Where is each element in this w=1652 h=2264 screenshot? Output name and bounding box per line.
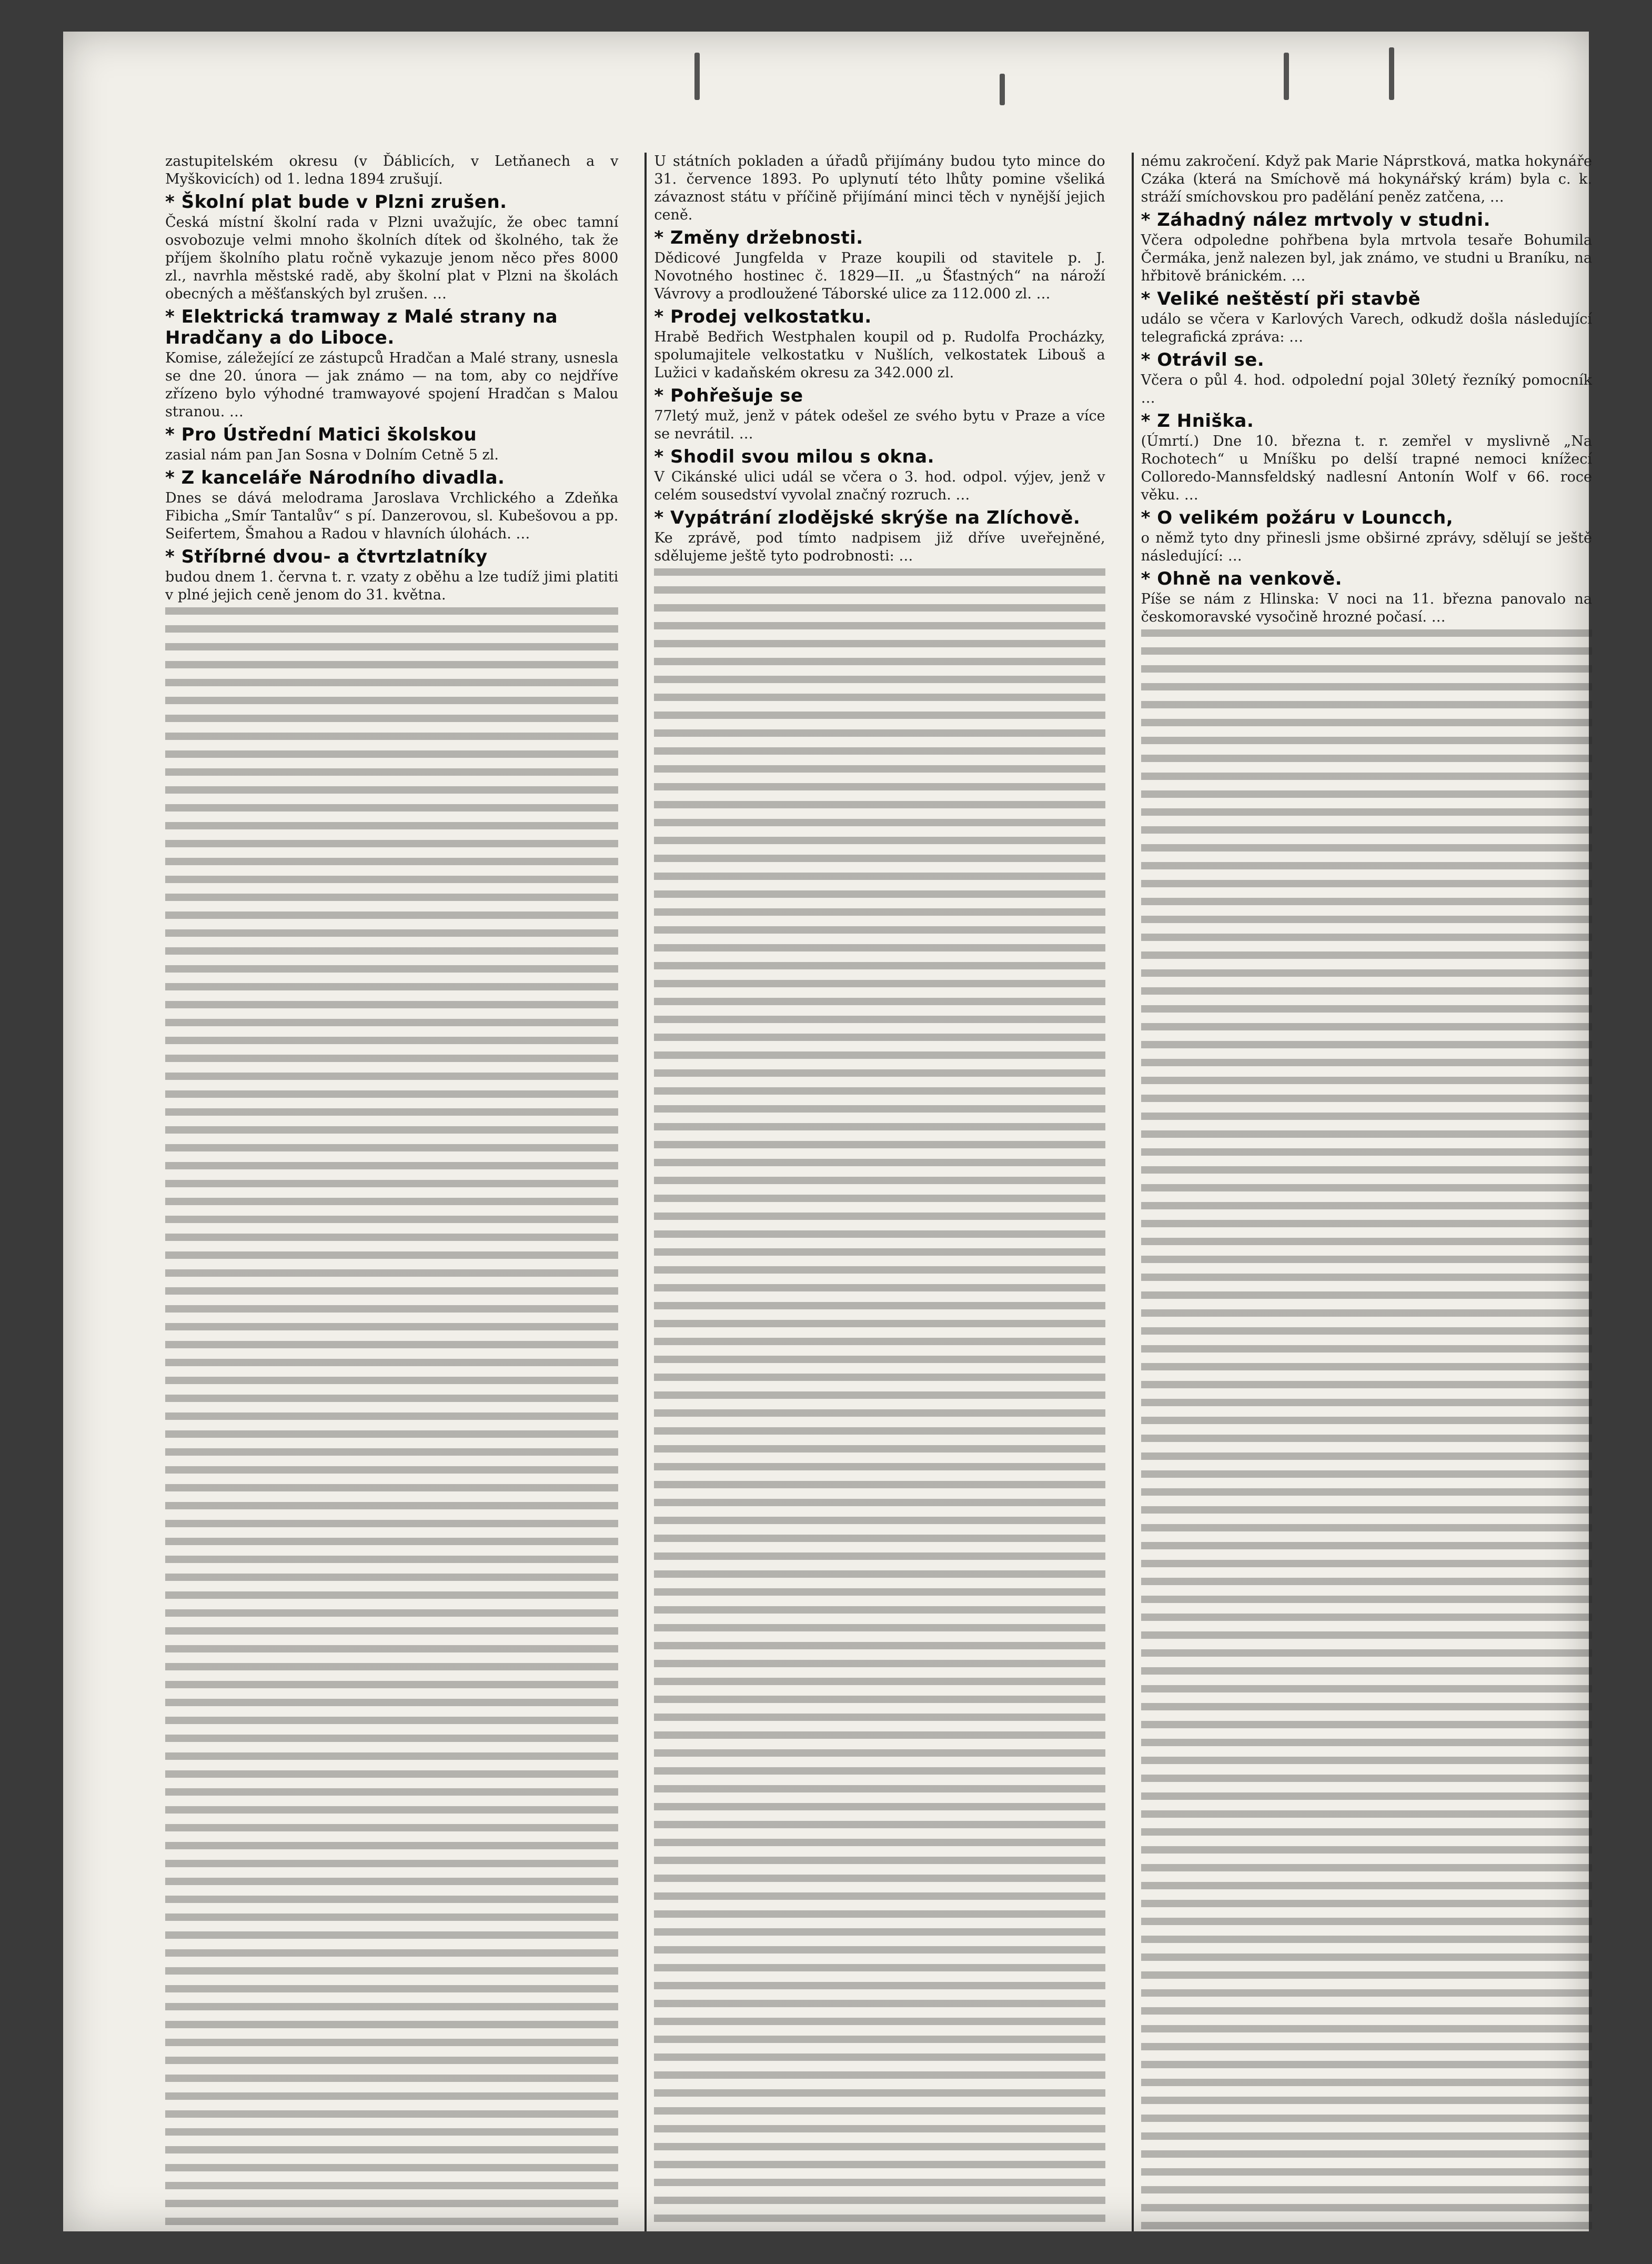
article-heading: * Z Hniška. <box>1141 410 1592 432</box>
article-heading: * Vypátrání zlodějské skrýše na Zlíchově. <box>654 507 1105 528</box>
article-heading: * Shodil svou milou s okna. <box>654 446 1105 467</box>
article-heading: * O velikém požáru v Louncch, <box>1141 507 1592 528</box>
column-3 <box>1132 153 1599 2231</box>
article-paragraph: Dědicové Jungfelda v Praze koupili od stavitele p. J. Novotného hostinec č. 1829—II. „u Šťastných“ na nároží Vávrovy a prodloužené Táborské ulice za 112.000 zl. … <box>654 250 1105 302</box>
article-paragraph: Včera o půl 4. hod. odpolední pojal 30letý řezníký pomocník … <box>1141 372 1592 406</box>
article-heading: * Pro Ústřední Matici školskou <box>165 424 618 445</box>
article-paragraph: Dnes se dává melodrama Jaroslava Vrchlického a Zdeňka Fibicha „Smír Tantalův“ s pí. Danzerovou, sl. Kubešovou a pp. Seifertem, Šmahou a Radou v hlavních úlohách. … <box>165 490 619 542</box>
article-heading: * Stříbrné dvou- a čtvrtzlatníky <box>165 546 618 567</box>
article-heading: * Elektrická tramway z Malé strany na Hradčany a do Liboce. <box>165 306 618 348</box>
article-paragraph: (Úmrtí.) Dne 10. března t. r. zemřel v myslivně „Na Rochotech“ u Mníšku po delší trapné nemoci knížecí Colloredo-Mannsfeldský nadlesní Antonín Wolf v 66. roce věku. … <box>1141 433 1592 503</box>
article-heading: * Pohřešuje se <box>654 385 1105 406</box>
binding-mark <box>694 53 700 100</box>
article-paragraph: budou dnem 1. června t. r. vzaty z oběhu a lze tudíž jimi platiti v plné jejich ceně jenom do 31. května. <box>165 569 619 603</box>
illegible-text-continuation <box>654 568 1105 2231</box>
article-paragraph: V Cikánské ulici udál se včera o 3. hod. odpol. výjev, jenž v celém sousedství vyvolal značný rozruch. … <box>654 469 1105 503</box>
article-heading: * Ohně na venkově. <box>1141 568 1592 589</box>
article-heading: * Z kanceláře Národního divadla. <box>165 467 618 488</box>
article-paragraph: 77letý muž, jenž v pátek odešel ze svého bytu v Praze a více se nevrátil. … <box>654 408 1105 442</box>
article-paragraph: Hrabě Bedřich Westphalen koupil od p. Rudolfa Procházky, spolumajitele velkostatku v Nušlích, velkostatek Libouš a Lužici v kadaňském okresu za 342.000 zl. <box>654 329 1105 381</box>
article-heading: * Veliké neštěstí při stavbě <box>1141 288 1592 309</box>
article-heading: * Prodej velkostatku. <box>654 306 1105 327</box>
column-2 <box>644 153 1112 2231</box>
article-paragraph: Píše se nám z Hlinska: V noci na 11. března panovalo na českomoravské vysočině hrozné počasí. … <box>1141 591 1592 625</box>
binding-mark <box>1389 47 1394 100</box>
article-paragraph: U státních pokladen a úřadů přijímány budou tyto mince do 31. července 1893. Po uplynutí této lhůty pomine všeliká závaznost státu v příčině přijímání minci těch v nynější jejich ceně. <box>654 153 1105 223</box>
article-paragraph: Česká místní školní rada v Plzni uvažujíc, že obec tamní osvobozuje velmi mnoho školních dítek od školného, tak že příjem školního platu ročně vykazuje jenom něco přes 8000 zl., navrhla městské radě, aby školní plat v Plzni na školách obecných a měšťanských byl zrušen. … <box>165 214 619 302</box>
binding-marks <box>63 42 1589 147</box>
article-heading: * Změny držebnosti. <box>654 227 1105 248</box>
binding-mark <box>1284 53 1289 100</box>
illegible-text-continuation <box>165 607 618 2231</box>
newspaper-page <box>63 32 1592 2231</box>
article-paragraph: zastupitelském okresu (v Ďáblicích, v Letňanech a v Myškovicích) od 1. ledna 1894 zrušují. <box>165 153 619 187</box>
article-paragraph: Komise, záležející ze zástupců Hradčan a Malé strany, usnesla se dne 20. února — jak známo — na tom, aby co nejdříve zřízeno bylo výhodné tramwayové spojení Hradčan s Malou stranou. … <box>165 350 619 420</box>
article-paragraph: Ke zprávě, pod tímto nadpisem již dříve uveřejněné, sdělujeme ještě tyto podrobnosti: … <box>654 530 1105 564</box>
article-heading: * Otrávil se. <box>1141 349 1592 370</box>
article-paragraph: zasial nám pan Jan Sosna v Dolním Cetně 5 zl. <box>165 447 499 463</box>
article-paragraph: Včera odpoledne pohřbena byla mrtvola tesaře Bohumila Čermáka, jenž nalezen byl, jak známo, ve studni u Braníku, na hřbitově bránickém. … <box>1141 232 1592 284</box>
article-heading: * Záhadný nález mrtvoly v studni. <box>1141 209 1592 231</box>
text-columns <box>158 153 1599 2231</box>
article-heading: * Školní plat bude v Plzni zrušen. <box>165 192 618 213</box>
article-paragraph: o němž tyto dny přinesli jsme obširné zprávy, sdělují se ještě následující: … <box>1141 530 1592 564</box>
article-paragraph: událo se včera v Karlových Varech, odkudž došla následující telegrafická zpráva: … <box>1141 311 1592 345</box>
illegible-text-continuation <box>1141 629 1592 2231</box>
binding-mark <box>1000 74 1005 105</box>
column-1 <box>158 153 626 2231</box>
article-paragraph: nému zakročení. Když pak Marie Náprstková, matka hokynáře Czáka (která na Smíchově má hokynářský krám) byla c. k. stráží smíchovskou pro padělání peněz zatčena, … <box>1141 153 1592 205</box>
